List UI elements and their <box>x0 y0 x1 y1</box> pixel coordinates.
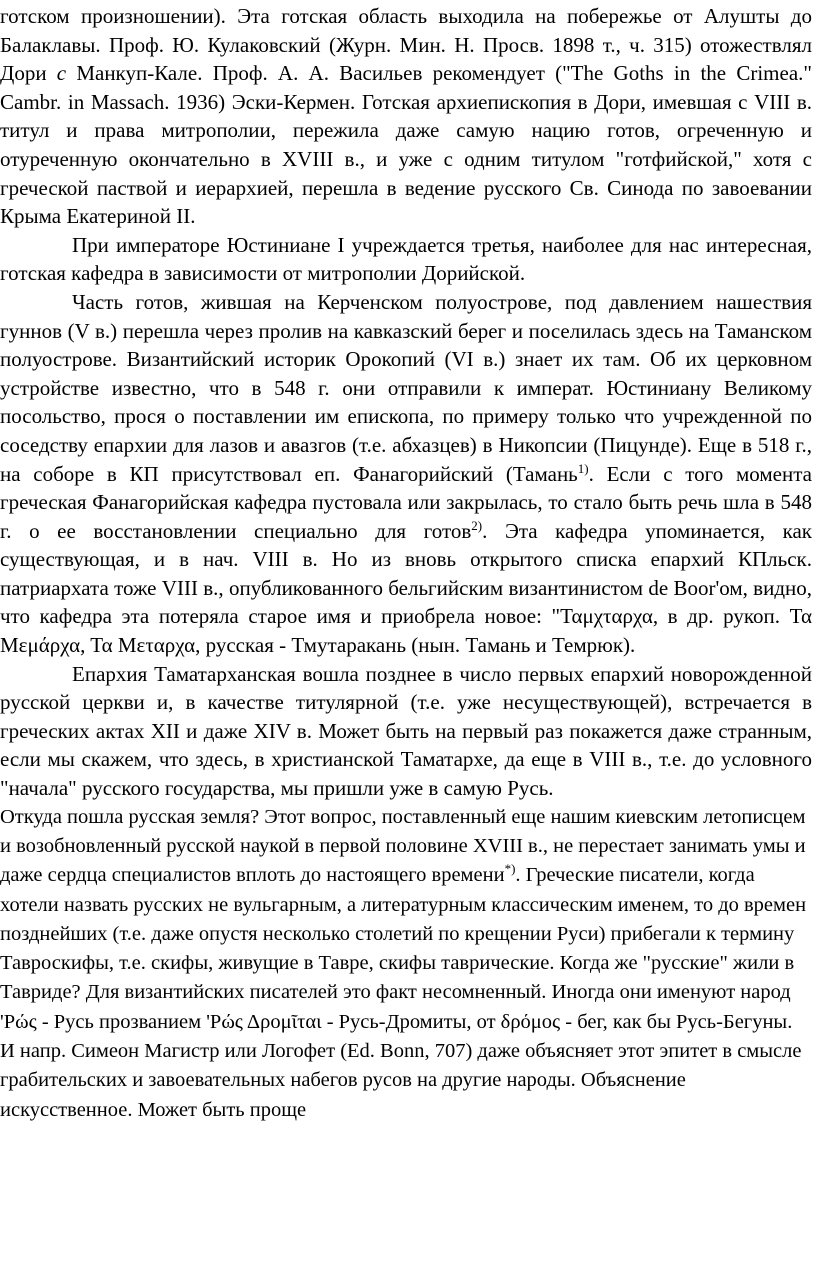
text-run: Епархия Таматарханская вошла позднее в число первых епархий новорожденной русской церкви и, в качестве титулярной (т.е. уже несуществующей), встречается в греческих актах XII и даже XIV в. Может быть на первый раз покажется даже странным, если мы скажем, что здесь, в христианской Таматархе, да еще в VIII в., т.е. до условного "начала" русского государства, мы пришли уже в самую Русь. <box>0 661 812 801</box>
text-run: . Греческие писатели, когда хотели назвать русских не вульгарным, а литературным классическим именем, то до времен позднейших (т.е. даже опустя несколько столетий по крещении Руси) прибегали к термину Тавроскифы, т.е. скифы, живущие в Тавре, скифы таврические. Когда же "русские" жили в Тавриде? Для византийских писателей это факт несомненный. Иногда они именуют народ 'Ρώς - Русь прозванием 'Ρώς Δρομῖται - Русь-Дромиты, от δρόμος - бег, как бы Русь-Бегуны. И напр. Симеон Магистр или Логофет (Ed. Bonn, 707) даже объясняет этот эпитет в смысле грабительских и завоевательных набегов русов на другие народы. Объяснение искусственное. Может быть проще <box>0 864 807 1121</box>
text-run: Откуда пошла русская земля? Этот вопрос, поставленный еще нашим киевским летописцем и возобновленный русской наукой в первой половине XVIII в., не перестает занимать умы и даже сердца специалистов вплоть до настоящего времени <box>0 805 806 887</box>
text-run: готском произношении). Эта готская область выходила на побережье от Алушты до Балаклавы. Проф. Ю. Кулаковский (Журн. Мин. Н. Просв. 1898 т., ч. 315) отожествлял Дори <box>0 4 812 86</box>
paragraph-4 <box>0 660 812 803</box>
paragraph-2 <box>0 231 812 288</box>
paragraph-3 <box>0 288 812 660</box>
text-run: Часть готов, жившая на Керченском полуострове, под давлением нашествия гуннов (V в.) перешла через пролив на кавказский берег и поселилась здесь на Таманском полуострове. Византийский историк Орокопий (VI в.) знает их там. Об их церковном устройстве известно, что в 548 г. они отправили к императ. Юстиниану Великому посольство, прося о поставлении им епископа, по примеру только что учрежденной по соседству епархии для лазов и авазгов (т.е. абхазцев) в Никопсии (Пицунде). Еще в 518 г., на соборе в КП присутствовал еп. Фанагорийский (Тамань <box>0 289 812 486</box>
text-run: При императоре Юстиниане I учреждается третья, наиболее для нас интересная, готская кафедра в зависимости от митрополии Дорийской. <box>0 232 812 286</box>
paragraph-1 <box>0 2 812 231</box>
italic-run: с <box>56 61 67 86</box>
paragraph-5 <box>0 803 812 1125</box>
footnote-ref-1: 1) <box>577 460 589 476</box>
text-run: Манкуп-Кале. Проф. А. А. Васильев рекомендует ("The Goths in the Crimea." Cambr. in Massach. 1936) Эски-Кермен. Готская архиепископия в Дори, имевшая с VIII в. титул и права митрополии, пережила даже самую нацию готов, огреченную и отуреченную окончательно в XVIII в., и уже с одним титулом "готфийской," хотя с греческой паствой и иерархией, перешла в ведение русского Св. Синода по завоевании Крыма Екатериной II. <box>0 61 812 229</box>
footnote-ref-star: *) <box>504 861 516 877</box>
text-run: . Если с того момента греческая Фанагорийская кафедра пустовала или закрылась, то стало быть речь шла в 548 г. о ее восстановлении специально для готов <box>0 461 812 543</box>
text-run: . Эта кафедра упоминается, как существующая, и в нач. VIII в. Но из вновь открытого списка епархий КПльск. патриархата тоже VIII в., опубликованного бельгийским византинистом de Boor'ом, видно, что кафедра эта потеряла старое имя и приобрела новое: "Ταμχταρχα, в др. рукоп. Τα Μεμάρχα, Τα Μεταρχα, русская - Тмутаракань (нын. Тамань и Темрюк). <box>0 518 812 658</box>
footnote-ref-2: 2) <box>471 517 483 533</box>
